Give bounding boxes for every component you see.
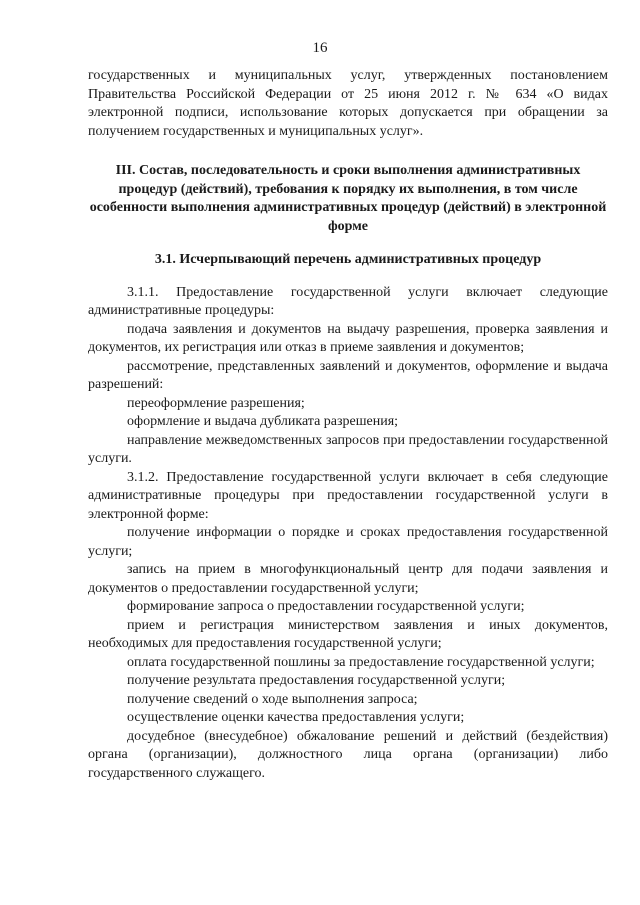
list-item: осуществление оценки качества предоставления услуги; <box>127 710 465 725</box>
intro-paragraph: государственных и муниципальных услуг, утвержденных постановлением Правительства Российской Федерации от 25 июня 2012 г. № 634 «О видах электронной подписи, использование которых допускается при обращении за получением государственных и муниципальных услуг». <box>88 68 608 139</box>
paragraph-3-1-2: 3.1.2. Предоставление государственной услуги включает в себя следующие административные процедуры при предоставлении государственной услуги в электронной форме: <box>88 469 608 522</box>
list-item: подача заявления и документов на выдачу разрешения, проверка заявления и документов, их регистрация или отказ в приеме заявления и документов; <box>88 321 608 355</box>
document-body <box>88 67 608 783</box>
list-item: получение результата предоставления государственной услуги; <box>127 673 506 688</box>
list-item: направление межведомственных запросов при предоставлении государственной услуги. <box>88 432 608 466</box>
list-item: рассмотрение, представленных заявлений и документов, оформление и выдача разрешений: <box>88 358 608 392</box>
list-item: запись на прием в многофункциональный центр для подачи заявления и документов о предоставлении государственной услуги; <box>88 562 608 596</box>
list-item: получение сведений о ходе выполнения запроса; <box>127 691 418 707</box>
subsection-heading: 3.1. Исчерпывающий перечень административных процедур <box>154 252 542 267</box>
list-item: оплата государственной пошлины за предоставление государственной услуги; <box>127 654 595 670</box>
list-item: получение информации о порядке и сроках предоставления государственной услуги; <box>88 525 608 559</box>
list-item: прием и регистрация министерством заявления и иных документов, необходимых для предоставления государственной услуги; <box>88 617 608 651</box>
list-item: оформление и выдача дубликата разрешения; <box>127 414 399 429</box>
section-heading: III. Состав, последовательность и сроки выполнения административных процедур (действий), требования к порядку их выполнения, в том числе особенности выполнения административных процедур (действий) в электронной форме <box>89 163 607 234</box>
paragraph-3-1-1: 3.1.1. Предоставление государственной услуги включает следующие административные процедуры: <box>88 284 608 318</box>
list-item: досудебное (внесудебное) обжалование решений и действий (бездействия) органа (организации), должностного лица органа (организации) либо государственного служащего. <box>88 728 608 781</box>
page-number: 16 <box>312 40 328 56</box>
list-item: переоформление разрешения; <box>127 395 305 411</box>
list-item: формирование запроса о предоставлении государственной услуги; <box>127 599 525 614</box>
